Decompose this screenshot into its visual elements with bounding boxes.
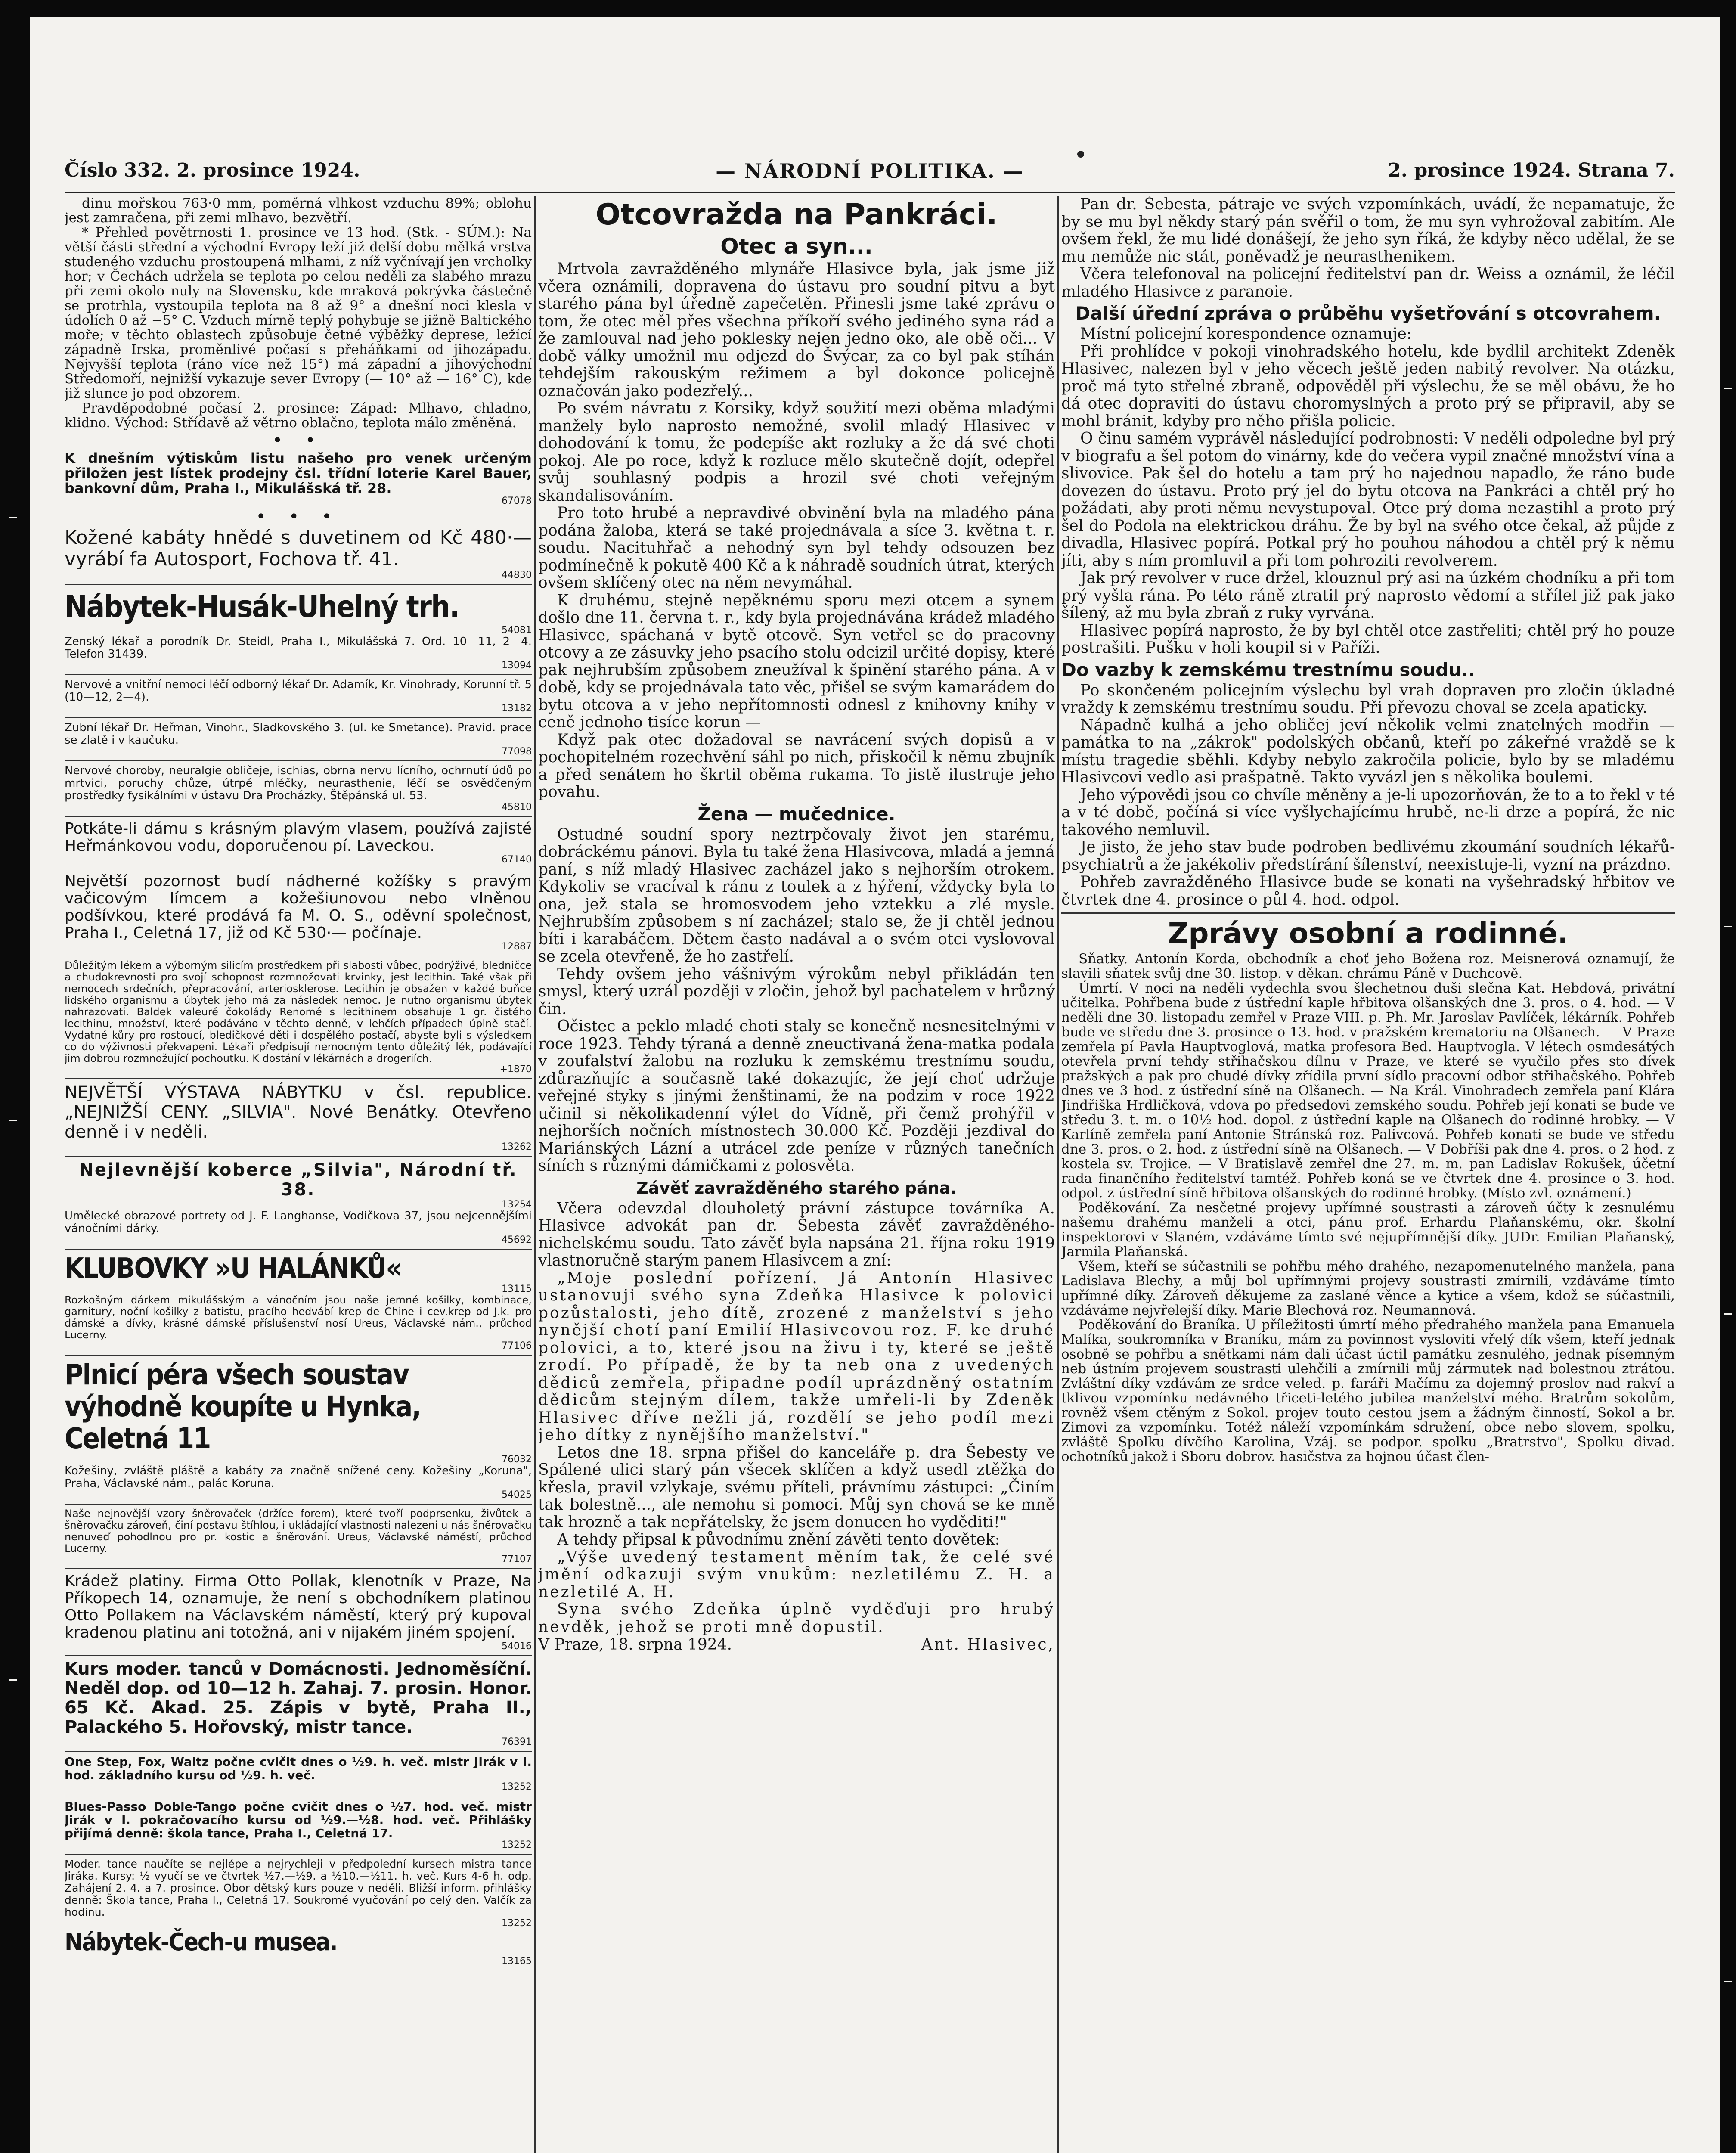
article-paragraph: Je jisto, že jeho stav bude podroben bedlivému zkoumání soudních lékařů-psychiatrů a že jakékoliv předstírání šílenství, neexistuje-li, vyzní na prázdno. [1061, 838, 1675, 874]
ad-number: 13262 [502, 1142, 532, 1152]
ad-number: 77098 [502, 746, 532, 757]
ad-furniture-silvia [65, 1083, 532, 1152]
ad-text: NEJVĚTŠÍ VÝSTAVA NÁBYTKU v čsl. republice. „NEJNIŽŠÍ CENY. „SILVIA". Nové Benátky. Otevřeno denně i v neděli. [65, 1083, 532, 1142]
ad-number: 54016 [502, 1641, 532, 1652]
ad-furniture-cech [65, 1929, 532, 1967]
section-heading: Žena — mučednice. [698, 803, 896, 825]
ad-number: 13115 [502, 1284, 532, 1294]
ad-carpets-silvia [65, 1160, 532, 1210]
section-heading: Další úřední zpráva o průběhu vyšetřování s otcovrahem. [1075, 303, 1661, 324]
will-text: Syna svého Zdeňka úplně vyděďuji pro hrubý nevděk, jehož se proti mně dopustil. [538, 1601, 1055, 1636]
will-text: „Moje poslední pořízení. Já Antonín Hlasivec ustanovuji svého syna Zdeňka Hlasivce k polovici pozůstalosti, jeho dítě, zrozené z manželství s jeho nynější chotí paní Emilií Hlasivcovou roz. F. ke druhé polovici, a to, které jsou na živu i ty, které se ještě zrodí. Po případě, že by ta neb ona z uvedených dědiců zemřela, připadne podíl uprázdněný ostatním dědicům stejným dílem, takže umřeli-li by Zdeněk Hlasivec dříve nežli já, rozdělí se jeho podíl mezi jeho dítky z nynějšího manželství." [538, 1269, 1055, 1444]
weather-text: dinu mořskou 763·0 mm, poměrná vlhkost vzduchu 89%; oblohu jest zamračena, při zemi mlhavo, bezvětří. [65, 196, 532, 226]
column-separator [1057, 196, 1059, 2153]
ad-text: Plnicí péra všech soustav výhodně koupíte u Hynka, Celetná 11 [65, 1358, 421, 1455]
ad-number: 76032 [502, 1454, 532, 1465]
header-rule [65, 192, 1675, 193]
column-investigation-personal [1061, 196, 1675, 2153]
ad-number: 67078 [502, 496, 532, 506]
ad-hair-water [65, 820, 532, 865]
article-paragraph: Jak prý revolver v ruce držel, klouznul prý asi na úzkém chodníku a při tom prý vyšla rána. Po této ráně ztratil prý naprosto vědomí a střílel již pak jako šílený, až mu byla zbraň z ruky vyrvána. [1061, 569, 1675, 622]
separator-dots: • • • [256, 507, 341, 527]
ad-text: Moder. tance naučíte se nejlépe a nejrychleji v předpolední kursech mistra tance Jiráka. Kursy: ½ vyučí se ve čtvrtek ½7.—½9. a ½10.—½11. h. več. Kurs 4-6 h. odp. Zahájení 2. 4. a 7. prosince. Obor dětský kurs pouze v neděli. Bližší inform. přihlášky denně: Škola tance, Praha I., Celetná 17. Soukromé vyučování po celý den. Valčík za hodinu. [65, 1858, 532, 1918]
ad-text: Umělecké obrazové portrety od J. F. Langhanse, Vodičkova 37, jsou nejcennějšími vánočními dárky. [65, 1210, 532, 1235]
ad-text: Kožešiny, zvláště pláště a kabáty za značně snížené ceny. Kožešiny „Koruna", Praha, Václavské nám., palác Koruna. [65, 1464, 532, 1490]
ad-number: 54025 [502, 1489, 532, 1500]
ad-number: 77106 [502, 1340, 532, 1351]
ad-text: Nejlevnější koberce „Silvia", Národní tř. 38. [79, 1160, 518, 1200]
ad-doctor-adamik [65, 679, 532, 714]
ad-dentist-herman [65, 722, 532, 757]
ad-number: 12887 [502, 941, 532, 952]
scan-border-left [0, 0, 30, 2153]
masthead-title: — NÁRODNÍ POLITIKA. — [716, 159, 1024, 183]
article-paragraph: Po skončeném policejním výslechu byl vrah dopraven pro zločin úkladné vraždy k zemskému trestnímu soudu. Při převozu choval se zcela apaticky. [1061, 681, 1675, 717]
article-paragraph: Včera telefonoval na policejní ředitelství pan dr. Weiss a oznámil, že léčil mladého Hlasivce z paranoie. [1061, 265, 1675, 301]
article-paragraph: Letos dne 18. srpna přišel do kanceláře p. dra Šebesty ve Spálené ulici starý pán všecek sklíčen a když usedl ztěžka do křesla, pravil vzlykaje, svému příteli, právnímu zástupci: „Činím tak bolestně..., ale nemohu si pomoci. Můj syn chová se ke mně tak hrozně a tak nepřátelsky, že jsem donucen ho vyděditi!" [538, 1443, 1055, 1531]
ad-text: Důležitým lékem a výborným silicím prostředkem při slabosti vůbec, podrýživé, bledničce a chudokrevnosti pro svojí schopnost rozmnožovati krvinky, jest lecithin. Také však při nemocech srdečních, přepracování, arteriosklerose. Lecithin je obsažen v každé buňce lidského organismu a úbytek jeho má za následek nemoc. Je nutno organismu úbytek nahrazovati. Baldek valeuré čokolády Renomé s lecithinem obsahuje 1 gr. čistého lecithinu, množství, které podáváno v těchto denně, v lehčích případech úplně stačí. Vydatné kůry pro rostoucí, bledičkové děti i dospělého postačí, abyste byli s výsledkem co do výživnosti překvapeni. Lékaři předpisují nemocným tento důležitý lék, podávající jim dobrou rozmnožující pochoutku. K dostání v lékárnách a drogeriích. [65, 959, 532, 1064]
thanks-notice: Všem, kteří se súčastnili se pohřbu mého drahého, nezapomenutelného manžela, pana Ladislava Blechy, a můj bol upřímnými projevy soustrasti zmírnili, vzdáváme tímto upřímné díky. Zároveň děkujeme za zaslané věnce a kytice a všem, kdož se súčastnili, vzdáváme nejvřelejší díky. Marie Blechová roz. Neumannová. [1061, 1259, 1675, 1318]
article-paragraph: Hlasivec popírá naprosto, že by byl chtěl otce zastřeliti; chtěl prý ho pouze postrašiti. Pušku v holi koupil si v Paříži. [1061, 621, 1675, 657]
ad-lecithin [65, 960, 532, 1075]
ad-number: 13252 [502, 1918, 532, 1929]
ad-text: Kožené kabáty hnědé s duvetinem od Kč 480·— vyrábí fa Autosport, Fochova tř. 41. [65, 527, 532, 570]
will-signature [538, 1636, 1055, 1654]
ad-dance-jirak-1 [65, 1755, 532, 1792]
column-patricide-article [538, 196, 1055, 2153]
will-text: „Výše uvedený testament měním tak, že celé své jmění odkazuji svým vnukům: nezletilému Z. H. a nezletilé A. H. [538, 1548, 1055, 1601]
ad-number: 76391 [502, 1737, 532, 1747]
marriage-notices: Sňatky. Antonín Korda, obchodník a choť jeho Božena roz. Meisnerová oznamují, že slavili sňatek svůj dne 30. listop. v děkan. chrámu Páně v Duchcově. [1061, 951, 1675, 981]
ad-furs-koruna [65, 1465, 532, 1500]
ad-dance-course-horovsky [65, 1660, 532, 1747]
ad-text: Naše nejnovější vzory šněrovaček (držíce forem), které tvoří podprsenku, živůtek a šněrovačku zároveň, činí postavu štíhlou, i ukládající vlastnosti nalezeni u nás šněrovačku nenuveď pohodlnou pro pr. kostic a šněrování. Ureus, Václavské náměstí, průchod Lucerny. [65, 1508, 532, 1554]
article-paragraph: A tehdy připsal k původnímu znění závěti tento dovětek: [557, 1531, 1000, 1548]
ad-dance-jirak-3 [65, 1858, 532, 1929]
ad-number: 67140 [502, 854, 532, 865]
signature-date: V Praze, 18. srpna 1924. [538, 1636, 732, 1654]
article-paragraph: Místní policejní korespondence oznamuje: [1080, 325, 1412, 343]
ad-number: 13182 [502, 703, 532, 714]
ad-leather-coats [65, 527, 532, 580]
column-weather-ads [65, 196, 532, 2153]
ad-number: 13252 [502, 1781, 532, 1792]
ad-text: Zubní lékař Dr. Heřman, Vinohr., Sladkovského 3. (ul. ke Smetance). Pravid. prace se zlatě i v kaučuku. [65, 721, 532, 747]
ad-number: 54081 [502, 625, 532, 636]
ad-text: Nábytek-Husák-Uhelný trh. [65, 589, 459, 624]
ad-text: Krádež platiny. Firma Otto Pollak, klenotník v Praze, Na Příkopech 14, oznamuje, že není s obchodníkem platinou Otto Pollakem na Václavském náměstí, který prý kupoval kradenou platinu ani totožná, ani v nijakém jiném spojení. [65, 1572, 532, 1641]
lottery-notice: K dnešním výtiskům listu našeho pro venek určeným přiložen jest lístek prodejny čsl. třídní loterie Karel Bauer, bankovní dům, Praha I., Mikulášská tř. 28. [65, 450, 532, 496]
article-paragraph: Po svém návratu z Korsiky, když soužití mezi oběma mladými manžely bylo naprosto nemožné, svolil mladý Hlasivec v dohodování k tomu, že podepíše akt rozluky a že dá své choti pokoj. Ale po roce, když k rozluce mělo skutečně dojít, odepřel svůj souhlasný podpis a hrozil své choti veřejným skandalisováním. [538, 400, 1055, 505]
page-header [65, 159, 1675, 194]
ad-corsets [65, 1508, 532, 1565]
ad-lingerie [65, 1294, 532, 1351]
column-separator [534, 196, 536, 2153]
weather-forecast: Pravděpodobné počasí 2. prosince: Západ: Mlhavo, chladno, klidno. Východ: Střídavě až větrno oblačno, teplota málo změněná. [65, 400, 532, 431]
ad-number: 13094 [502, 660, 532, 671]
ad-text: Nervové a vnitřní nemoci léčí odborný lékař Dr. Adamík, Kr. Vinohrady, Korunní tř. 5 (10—12, 2—4). [65, 678, 532, 704]
section-heading: Otec a syn... [720, 234, 873, 259]
article-paragraph: Pro toto hrubé a nepravdivé obvinění byla na mladého pána podána žaloba, která se také projednávala a síce 3. května t. r. soudu. Nacituhřač a nehodný syn byl tehdy odsouzen bez podmínečně k pokutě 400 Kč a k náhradě soudních útrat, kterých ovšem sklíčený otec na něm nevymáhal. [538, 504, 1055, 592]
article-paragraph: Nápadně kulhá a jeho obličej jeví několik velmi znatelných modřin — památka to na „zákrok" podolských občanů, kteří po zákeřné vraždě se k místu tragedie sběhli. Kdyby nebylo zakročila policie, bylo by se mladému Hlasivcovi vedlo asi prašpatně. Takto vyvázl jen s několika boulemi. [1061, 716, 1675, 786]
ad-text: KLUBOVKY »U HALÁNKŮ« [65, 1253, 401, 1284]
ad-text: Blues-Passo Doble-Tango počne cvičit dnes o ½7. hod. več. mistr Jirák v I. pokračovacího kursu od ½9.—½8. hod. več. Přihlášky přijímá denně: škola tance, Praha I., Celetná 17. [65, 1799, 532, 1840]
article-paragraph: K druhému, stejně nepěknému sporu mezi otcem a synem došlo dne 11. června t. r., kdy byla projednávána krádež mladého Hlasivce, spáchaná v bytě otcově. Syn vetřel se do pracovny otcovy a ze zásuvky jeho psacího stolu odcizil určité dopisy, které pak nejhrubším způsobem zneužíval k špinění starého pána. A v době, kdy se projednávala tato věc, přišel se svým kamarádem do bytu otcova a v jeho nepřítomnosti odnesl z knihovny knihy v ceně jednoho tisíce korun — [538, 591, 1055, 731]
ad-text: Potkáte-li dámu s krásným plavým vlasem, používá zajisté Heřmánkovou vodu, doporučenou pí. Laveckou. [65, 820, 532, 855]
ad-text: Nábytek-Čech-u musea. [65, 1928, 337, 1956]
death-notices: Úmrtí. V noci na neděli vydechla svou šlechetnou duši slečna Kat. Hebdová, privátní učitelka. Pohřbena bude z ústřední kaple hřbitova olšanských dne 3. pros. o 4. hod. — V neděli dne 30. listopadu zemřel v Praze VIII. p. Ph. Mr. Jaroslav Pavlíček, lékárník. Pohřeb bude ve středu dne 3. prosince o 13. hod. v pražském krematoriu na Olšanech. — V Praze zemřela pí Pavla Hauptvoglová, matka profesora Bed. Hauptvogla. V létech osmdesátých otevřela první tehdy střihačskou dílnu v Praze, ve které se vyučilo přes sto dívek pražských a pak pro chudé dívky zřídila první sídlo pracovní odbor střihačského. Pohřeb dnes ve 3 hod. z ústřední síně na Olšanech. — Na Král. Vinohradech zemřela paní Klára Jindřiška Hrdličková, vdova po předsedovi zemského soudu. Pohřeb její konati se bude ve středu 3. t. m. o 10½ hod. dopol. z ústřední kaple na Olšanech do rodinné hrobky. — V Karlíně zemřela paní Antonie Stránská roz. Palivcová. Pohřeb konati se bude ve středu dne 3. pros. o 2. hod. z ústřední síně na Olšanech. — V Dobříši pak dne 4. pros. o 2 hod. z kostela sv. Trojice. — V Bratislavě zemřel dne 27. m. m. pan Ladislav Rokušek, účetní rada finančního ředitelství tamtéž. Pohřeb koná se ve čtvrtek dne 4. prosince o 3. hod. odpol. z ústřední síně hřbitova olšanských do rodinné hrobky. (Místo zvl. oznámení.) [1061, 980, 1675, 1201]
ad-portraits [65, 1210, 532, 1245]
ad-number: 13252 [502, 1840, 532, 1850]
ad-klubovky [65, 1253, 532, 1294]
thanks-notice: Poděkování. Za nesčetné projevy upřímné soustrasti a zároveň účty k zesnulému našemu drahému manželi a otci, pánu prof. Erhardu Plaňanskému, okr. školní inspektorovi v Slaném, vzdáváme tímto své nejupřímnější díky. JUDr. Emilian Plaňanský, Jarmila Plaňanská. [1061, 1200, 1675, 1260]
article-title: Otcovražda na Pankráci. [595, 198, 998, 232]
article-paragraph: Mrtvola zavražděného mlynáře Hlasivce byla, jak jsme již včera oznámili, dopravena do ústavu pro soudní pitvu a byt starého pána byl úředně zapečetěn. Přinesli jsme také zprávu o tom, že otec měl přes všechna příkoří svého jediného syna rád a že zamlouval nad jeho poklesky nejen jedno oko, ale obě oči... V době války umožnil mu odjezd do Švýcar, za co byl pak stíhán tehdejším rakouským režimem a byl dokonce policejně označován jako podezřelý... [538, 260, 1055, 400]
section-title: Zprávy osobní a rodinné. [1168, 917, 1569, 950]
section-heading: Do vazby k zemskému trestnímu soudu.. [1061, 659, 1475, 680]
article-paragraph: Očistec a peklo mladé choti staly se konečně nesnesitelnými v roce 1923. Tehdy týraná a denně zneuctivaná žena-matka podala v zoufalství žalobu na rozluku k zemskému trestnímu soudu, zdůrazňujíc a současně také dokazujíc, že její choť udržuje veřejné styky s jinými ženštinami, že na podzim v roce 1922 učinil si několikadenní výlet do Vídně, při čemž prohýřil v nejhorších nočních místnostech 30.000 Kč. Později jezdival do Mariánských Lázní a utrácel zde peníze v různých tanečních síních s různými dámičkami z polosvěta. [538, 1018, 1055, 1175]
article-paragraph: Při prohlídce v pokoji vinohradského hotelu, kde bydlil architekt Zdeněk Hlasivec, nalezen byl v jeho věcech ještě jeden nabitý revolver. Na otázku, proč má tyto střelné zbraně, odpověděl při výslechu, že se měl obávu, že ho dá otec dopraviti do ústavu choromyslných a proto prý se připravil, aby se mohl bránit, kdyby pro něho přišla policie. [1061, 342, 1675, 430]
ad-number: 13254 [502, 1199, 532, 1210]
ad-fur-coats [65, 873, 532, 952]
date-page-number: 2. prosince 1924. Strana 7. [1388, 159, 1675, 181]
article-paragraph: Pan dr. Šebesta, pátraje ve svých vzpomínkách, uvádí, že nepamatuje, že by se mu byl někdy starý pán svěřil o tom, že mu syn vyhrožoval zabitím. Ale ovšem řekl, že mu lidé donášejí, že jeho syn říká, že kdyby něco udělal, že se mu nemůže nic stát, poněvadž je neurasthenikem. [1061, 196, 1675, 266]
ad-text: Kurs moder. tanců v Domácnosti. Jednoměsíční. Neděl dop. od 10—12 h. Zahaj. 7. prosin. Honor. 65 Kč. Akad. 25. Zápis v bytě, Praha II., Palackého 5. Hořovský, mistr tance. [65, 1659, 532, 1737]
ad-platinum-theft [65, 1573, 532, 1652]
ad-text: Zenský lékař a porodník Dr. Steidl, Praha I., Mikulášská 7. Ord. 10—11, 2—4. Telefon 31439. [65, 635, 532, 661]
ad-number: 44830 [502, 570, 532, 580]
separator-dots: • • [272, 431, 324, 450]
ad-nervous-diseases [65, 765, 532, 813]
article-paragraph: Když pak otec dožadoval se navrácení svých dopisů a v pochopitelném rozechvění sáhl po nich, přiskočil k němu zbujník a před senátem ho škrtil oběma rukama. To jistě ilustruje jeho povahu. [538, 731, 1055, 801]
ad-number: +1870 [499, 1064, 532, 1075]
weather-overview: * Přehled povětrnosti 1. prosince ve 13 hod. (Stk. - SÚM.): Na větší části střední a východní Evropy leží již delší dobu mělká vrstva studeného vzduchu prostoupená mlhami, z níž vyčnívají jen vrcholky hor; v Čechách udržela se teplota po celou neděli za slabého mrazu při zemi okolo nuly na Slovensku, kde mraková pokrývka částečně se protrhla, vystoupila teplota na 8 až 9° a dnešní noci klesla v údolích 0 až −5° C. Vzduch mírně teplý pohybuje se jižně Baltického moře; v těchto oblastech způsobuje četné výběžky deprese, ležící západně Irska, proměnlivé počasí s přeháňkami od jihozápadu. Nejvyšší teplota (ráno více než 15°) má západní a jihovýchodní Středomoří, nejnižší vykazuje sever Evropy (— 10° až — 16° C), kde již slunce jo pod obzorem. [65, 225, 532, 401]
article-paragraph: Pohřeb zavražděného Hlasivce bude se konati na vyšehradský hřbitov ve čtvrtek dne 4. prosince o půl 4. hod. odpol. [1061, 873, 1675, 909]
ad-doctor-steidl [65, 636, 532, 671]
ink-dot [1077, 151, 1084, 158]
ad-number: 45810 [502, 802, 532, 813]
ad-furniture-husak [65, 588, 532, 636]
ad-text: Největší pozornost budí nádherné kožíšky s pravým vačicovým límcem a kožešiunovou nebo vlněnou podšívkou, které prodává fa M. O. S., oděvní společnost, Praha I., Celetná 17, již od Kč 530·— počínaje. [65, 872, 532, 942]
scan-border-top [0, 0, 1736, 17]
article-paragraph: Tehdy ovšem jeho vášnivým výrokům nebyl přikládán ten smysl, který uzrál později v zločin, jehož byl pachatelem v hrůzný čin. [538, 965, 1055, 1018]
ad-text: One Step, Fox, Waltz počne cvičit dnes o ½9. h. več. mistr Jirák v I. hod. základního kursu od ½9. h. več. [65, 1755, 532, 1782]
ad-number: 13165 [502, 1956, 532, 1967]
ad-text: Nervové choroby, neuralgie obličeje, ischias, obrna nervu lícního, ochrnutí údů po mrtvici, poruchy chůze, útrpé mléčky, neurasthenie, léčí se osvědčeným prostředky fysikálními v ústavu Dra Procházky, Štěpánská ul. 53. [65, 764, 532, 802]
article-paragraph: Včera odevzdal dlouholetý právní zástupce továrníka A. Hlasivce advokát pan dr. Šebesta závěť zavražděného-nichelskému soudu. Tato závěť byla napsána 21. října roku 1919 vlastnoručně starým panem Hlasivcem a zní: [538, 1199, 1055, 1269]
article-paragraph: Jeho výpovědi jsou co chvíle měněny a je-li upozorňován, že to a to řekl v té a v té době, počíná si více vyšlychajícímu hrubě, ne-li drze a popírá, že nic takového nemluvil. [1061, 786, 1675, 839]
signature-name: Ant. Hlasivec, [921, 1636, 1055, 1654]
article-paragraph: O činu samém vyprávěl následující podrobnosti: V neděli odpoledne byl prý v biografu a šel potom do vinárny, kde do večera vypil značné množství vína a slivovice. Pak šel do hotelu a tam prý ho najednou napadlo, že ráno bude dovezen do ústavu. Proto prý jel do bytu otcova na Pankráci a chtěl prý ho požádati, aby proti němu nevystupoval. Otce prý doma nezastihl a proto prý šel do Podola na elektrickou dráhu. Že by byl na svého otce čekal, až půjde z divadla, Hlasivec popírá. Potkal prý ho pouhou náhodou a chtěl prý k němu jíti, aby s ním promluvil a při tom pohroziti revolverem. [1061, 430, 1675, 570]
ad-text: Rozkošným dárkem mikulášským a vánočním jsou naše jemné košilky, kombinace, garnitury, noční košilky z batistu, pracího hedvábí krep de Chine i cev.krep od J.k. pro dámské a dívky, krásné dámské příslušenství nosí Ureus, Václavské nám., průchod Lucerny. [65, 1294, 532, 1341]
thanks-notice: Poděkování do Braníka. U příležitosti úmrtí mého předrahého manžela pana Emanuela Malíka, soukromníka v Braníku, mám za povinnost vysloviti vřelý dík všem, kteří jednak osobně se pohřbu a snětkami nám dali účast úctil památku zesnulého, jednak písemným neb ústním projevem soustrasti ulehčili a zmírnili můj zármutek nad bolestnou ztrátou. Zvláštní díky vzdávám ze srdce veled. p. faráři Mačímu za dojemný proslov nad rakví a tklivou vzpomínku nedávného třiceti-letého jubilea manželství mého. Bratrům sokolům, rovněž všem ctěným z Sokol. projev touto cestou jsem a žádným činností, Sokol a br. Zimovi za vzpomínku. Totéž náleží vzpomínkám sdružení, obce nebo slovem, spolku, zvláště Spolku dívčího Karolina, Vzáj. se podpor. spolku „Bratrstvo", Spolku divad. ochotníků jakož i Sboru dobrov. hasičstva za hojnou účast člen- [1061, 1317, 1675, 1464]
article-paragraph: Ostudné soudní spory neztrpčovaly život jen starému, dobráckému pánovi. Byla tu také žena Hlasivcova, mladá a jemná paní, s níž mladý Hlasivec zacházel jako s nejhorším otrokem. Kdykoliv se vracíval k ránu z toulek a z hýření, vždycky byla to ona, jež stala se hromosvodem jeho vztekku a zlé mysle. Nejhrubším způsobem s ní zacházel; stalo se, že ji chtěl jednou bíti i karabáčem. Dětem často nadával a o svém otci vyslovoval se zcela otevřeně, že ho zastřelí. [538, 825, 1055, 965]
ad-number: 77107 [502, 1554, 532, 1565]
scan-border-right [1720, 0, 1736, 2153]
ad-fountain-pens [65, 1359, 532, 1465]
section-heading: Závěť zavražděného starého pána. [636, 1178, 957, 1197]
ad-number: 45692 [502, 1235, 532, 1245]
ad-dance-jirak-2 [65, 1800, 532, 1850]
issue-number-date: Číslo 332. 2. prosince 1924. [65, 159, 360, 181]
